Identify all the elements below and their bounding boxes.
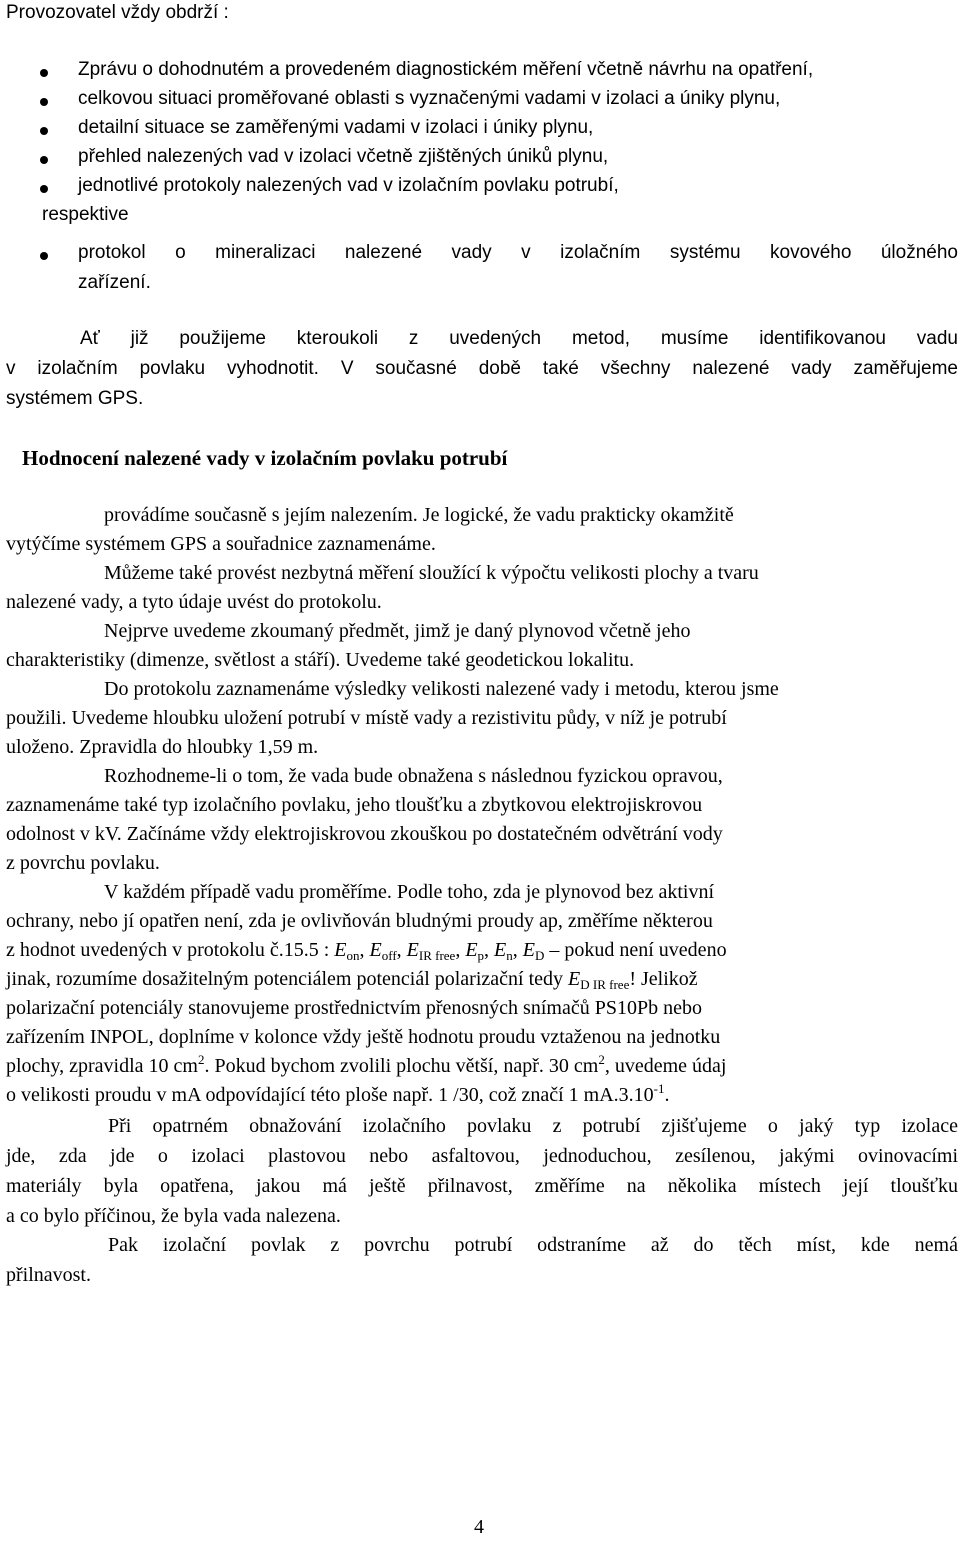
text-run: pokud není uvedeno <box>564 939 727 961</box>
text-run: plochy, zpravidla 10 cm <box>6 1055 198 1077</box>
bullet-dot <box>40 127 48 135</box>
intro-text: Provozovatel vždy obdrží : <box>6 2 229 23</box>
bullet-dot <box>40 185 48 193</box>
symbol-e: E <box>465 939 478 961</box>
paragraph-line: a co bylo příčinou, že byla vada nalezena. <box>6 1205 341 1227</box>
paragraph-line: Rozhodneme-li o tom, že vada bude obnažena s následnou fyzickou opravou, <box>104 765 723 787</box>
paragraph-line: polarizační potenciály stanovujeme prostřednictvím přenosných snímačů PS10Pb nebo <box>6 997 702 1019</box>
list-item: Zprávu o dohodnutém a provedeném diagnostickém měření včetně návrhu na opatření, <box>78 59 814 80</box>
list-item: jednotlivé protokoly nalezených vad v izolačním povlaku potrubí, <box>78 175 619 196</box>
paragraph-line: odolnost v kV. Začínáme vždy elektrojiskrovou zkouškou po dostatečném odvětrání vody <box>6 823 723 845</box>
subscript: on <box>346 948 360 963</box>
text-run: , uvedeme údaj <box>604 1055 727 1077</box>
symbol-e: E <box>522 939 535 961</box>
text-run: . Pokud bychom zvolili plochu větší, např. 30 cm <box>204 1055 599 1077</box>
text-run: ! Jelikož <box>629 968 698 990</box>
page-number: 4 <box>474 1516 484 1538</box>
paragraph-line: materiály byla opatřena, jakou má ještě přilnavost, změříme na několika místech její tloušťku <box>6 1175 958 1197</box>
symbol-e: E <box>369 939 382 961</box>
paragraph-line: Při opatrném obnažování izolačního povlaku z potrubí zjišťujeme o jaký typ izolace <box>108 1115 958 1137</box>
bullet-dot <box>40 156 48 164</box>
paragraph-line <box>6 1052 727 1078</box>
list-item: celkovou situaci proměřované oblasti s vyznačenými vadami v izolaci a úniky plynu, <box>78 88 781 109</box>
subscript: n <box>506 948 513 963</box>
paragraph-line: ochrany, nebo jí opatřen není, zda je ovlivňován bludnými proudy ap, změříme některou <box>6 910 713 932</box>
paragraph-line: Do protokolu zaznamenáme výsledky velikosti nalezené vady i metodu, kterou jsme <box>104 678 779 700</box>
bullet-dot <box>40 69 48 77</box>
text-run: . <box>664 1084 670 1106</box>
list-item: přehled nalezených vad v izolaci včetně zjištěných úniků plynu, <box>78 146 609 167</box>
subscript: D IR free <box>580 977 630 992</box>
paragraph-line: provádíme současně s jejím nalezením. Je logické, že vadu prakticky okamžitě <box>104 504 734 526</box>
separator: , <box>512 939 518 961</box>
paragraph-line: přilnavost. <box>6 1264 91 1286</box>
text-run: z hodnot uvedených v protokolu č.15.5 : <box>6 939 335 961</box>
paragraph-line: v izolačním povlaku vyhodnotit. V současné době také všechny nalezené vady zaměřujeme <box>6 358 958 379</box>
symbol-e: E <box>334 939 347 961</box>
superscript: 2 <box>598 1052 605 1067</box>
paragraph-line: Pak izolační povlak z povrchu potrubí odstraníme až do těch míst, kde nemá <box>108 1234 958 1256</box>
paragraph-line <box>6 968 698 991</box>
subscript: D <box>534 948 545 963</box>
symbol-e: E <box>494 939 507 961</box>
paragraph-line: V každém případě vadu proměříme. Podle toho, zda je plynovod bez aktivní <box>104 881 715 903</box>
bullet-dot <box>40 252 48 260</box>
text-run: jinak, rozumíme dosažitelným potenciálem potenciál polarizační tedy <box>6 968 569 990</box>
paragraph-line: vytýčíme systémem GPS a souřadnice zaznamenáme. <box>6 533 436 555</box>
symbol-e: E <box>406 939 419 961</box>
separator: , <box>396 939 402 961</box>
paragraph-line: systémem GPS. <box>6 388 144 409</box>
text-run: o velikosti proudu v mA odpovídající této ploše např. 1 /30, což značí 1 mA.3.10 <box>6 1084 654 1106</box>
respektive-text: respektive <box>42 204 129 225</box>
separator: , <box>455 939 461 961</box>
subscript: p <box>477 948 485 963</box>
separator: , <box>359 939 365 961</box>
paragraph-line: uloženo. Zpravidla do hloubky 1,59 m. <box>6 736 319 758</box>
list-item-continuation: zařízení. <box>78 272 151 293</box>
paragraph-line: použili. Uvedeme hloubku uložení potrubí v místě vady a rezistivitu půdy, v níž je potrubí <box>6 707 727 729</box>
subscript: off <box>381 948 397 963</box>
paragraph-line: nalezené vady, a tyto údaje uvést do protokolu. <box>6 591 382 613</box>
paragraph-line: z povrchu povlaku. <box>6 852 160 874</box>
bullet-dot <box>40 98 48 106</box>
subscript: IR free <box>418 948 456 963</box>
symbol-e: E <box>568 968 581 990</box>
section-heading: Hodnocení nalezené vady v izolačním povlaku potrubí <box>22 446 508 470</box>
superscript: 2 <box>197 1052 205 1067</box>
paragraph-line: Nejprve uvedeme zkoumaný předmět, jimž je daný plynovod včetně jeho <box>104 620 691 642</box>
paragraph-line: zařízením INPOL, doplníme v kolonce vždy ještě hodnotu proudu vztaženou na jednotku <box>6 1026 721 1048</box>
paragraph-line <box>6 1081 670 1107</box>
paragraph-line: charakteristiky (dimenze, světlost a stáří). Uvedeme také geodetickou lokalitu. <box>6 649 635 671</box>
paragraph-line: jde, zda jde o izolaci plastovou nebo asfaltovou, jednoduchou, zesílenou, jakými ovinovacími <box>6 1145 958 1167</box>
superscript: -1 <box>653 1081 665 1096</box>
separator: , <box>484 939 490 961</box>
paragraph-line: Ať již použijeme kteroukoli z uvedených metod, musíme identifikovanou vadu <box>80 328 958 349</box>
paragraph-line: Můžeme také provést nezbytná měření sloužící k výpočtu velikosti plochy a tvaru <box>104 562 759 584</box>
list-item: protokol o mineralizaci nalezené vady v izolačním systému kovového úložného <box>78 242 958 263</box>
potential-list-line <box>6 939 727 962</box>
paragraph-line: zaznamenáme také typ izolačního povlaku, jeho tloušťku a zbytkovou elektrojiskrovou <box>6 794 703 816</box>
dash: – <box>549 939 560 961</box>
list-item: detailní situace se zaměřenými vadami v izolaci i úniky plynu, <box>78 117 594 138</box>
